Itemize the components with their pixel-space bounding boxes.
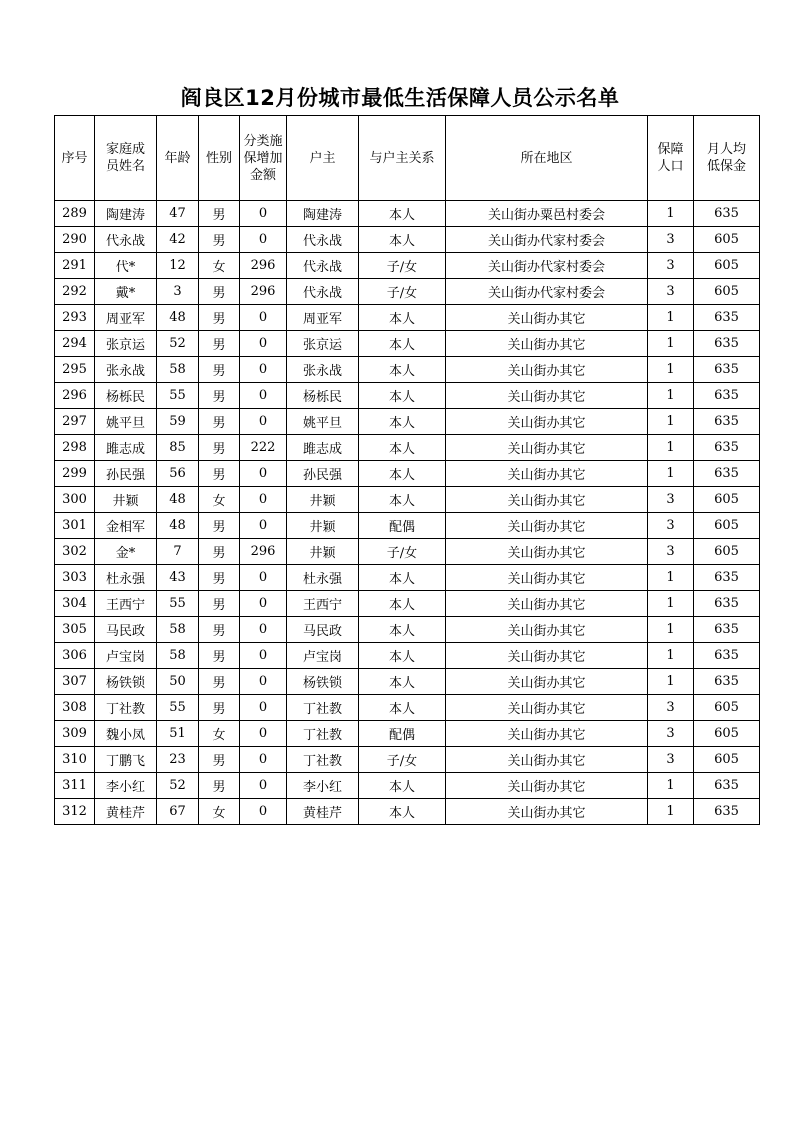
cell-persons: 1 xyxy=(648,669,694,695)
cell-relation: 子/女 xyxy=(359,747,446,773)
cell-name: 金相军 xyxy=(95,513,157,539)
cell-seq: 309 xyxy=(55,721,95,747)
cell-amount: 635 xyxy=(694,435,760,461)
cell-head: 姚平旦 xyxy=(287,409,359,435)
cell-relation: 子/女 xyxy=(359,279,446,305)
cell-extra: 0 xyxy=(240,227,287,253)
cell-persons: 3 xyxy=(648,227,694,253)
table-row xyxy=(55,227,760,253)
cell-name: 周亚军 xyxy=(95,305,157,331)
cell-amount: 605 xyxy=(694,747,760,773)
cell-name: 姚平旦 xyxy=(95,409,157,435)
cell-relation: 本人 xyxy=(359,773,446,799)
cell-name: 金* xyxy=(95,539,157,565)
cell-seq: 310 xyxy=(55,747,95,773)
cell-age: 50 xyxy=(157,669,199,695)
cell-relation: 本人 xyxy=(359,409,446,435)
cell-gender: 男 xyxy=(199,643,240,669)
cell-amount: 635 xyxy=(694,799,760,825)
cell-head: 李小红 xyxy=(287,773,359,799)
cell-name: 代* xyxy=(95,253,157,279)
cell-relation: 本人 xyxy=(359,799,446,825)
cell-seq: 301 xyxy=(55,513,95,539)
cell-head: 张京运 xyxy=(287,331,359,357)
table-row xyxy=(55,409,760,435)
cell-extra: 0 xyxy=(240,799,287,825)
cell-seq: 295 xyxy=(55,357,95,383)
cell-gender: 男 xyxy=(199,773,240,799)
cell-age: 59 xyxy=(157,409,199,435)
cell-head: 代永战 xyxy=(287,279,359,305)
cell-seq: 297 xyxy=(55,409,95,435)
table-row xyxy=(55,617,760,643)
table-row xyxy=(55,331,760,357)
cell-head: 张永战 xyxy=(287,357,359,383)
cell-name: 代永战 xyxy=(95,227,157,253)
cell-amount: 605 xyxy=(694,695,760,721)
cell-head: 孙民强 xyxy=(287,461,359,487)
cell-seq: 296 xyxy=(55,383,95,409)
cell-seq: 311 xyxy=(55,773,95,799)
cell-persons: 1 xyxy=(648,591,694,617)
cell-age: 47 xyxy=(157,201,199,227)
cell-location: 关山街办其它 xyxy=(446,487,648,513)
cell-amount: 635 xyxy=(694,201,760,227)
cell-relation: 本人 xyxy=(359,669,446,695)
header-extra: 分类施保增加金额 xyxy=(240,116,287,201)
cell-gender: 男 xyxy=(199,201,240,227)
table-row xyxy=(55,721,760,747)
cell-name: 李小红 xyxy=(95,773,157,799)
cell-location: 关山街办代家村委会 xyxy=(446,253,648,279)
cell-head: 丁社教 xyxy=(287,695,359,721)
cell-amount: 635 xyxy=(694,773,760,799)
cell-relation: 本人 xyxy=(359,435,446,461)
table-row xyxy=(55,799,760,825)
cell-head: 卢宝岗 xyxy=(287,643,359,669)
cell-amount: 605 xyxy=(694,253,760,279)
cell-gender: 男 xyxy=(199,305,240,331)
page-title: 阎良区12月份城市最低生活保障人员公示名单 xyxy=(180,86,620,110)
cell-seq: 298 xyxy=(55,435,95,461)
table-row xyxy=(55,383,760,409)
cell-seq: 307 xyxy=(55,669,95,695)
cell-age: 23 xyxy=(157,747,199,773)
cell-name: 孙民强 xyxy=(95,461,157,487)
cell-extra: 0 xyxy=(240,747,287,773)
cell-name: 杨栎民 xyxy=(95,383,157,409)
cell-persons: 1 xyxy=(648,461,694,487)
table-row xyxy=(55,773,760,799)
cell-age: 12 xyxy=(157,253,199,279)
cell-age: 58 xyxy=(157,643,199,669)
cell-persons: 3 xyxy=(648,487,694,513)
cell-seq: 291 xyxy=(55,253,95,279)
cell-amount: 635 xyxy=(694,331,760,357)
header-relation: 与户主关系 xyxy=(359,116,446,201)
cell-gender: 男 xyxy=(199,279,240,305)
cell-name: 王西宁 xyxy=(95,591,157,617)
cell-persons: 3 xyxy=(648,279,694,305)
cell-location: 关山街办其它 xyxy=(446,539,648,565)
table-row xyxy=(55,201,760,227)
cell-name: 陶建涛 xyxy=(95,201,157,227)
cell-extra: 0 xyxy=(240,669,287,695)
cell-amount: 635 xyxy=(694,305,760,331)
cell-age: 48 xyxy=(157,305,199,331)
cell-relation: 本人 xyxy=(359,487,446,513)
table-row xyxy=(55,513,760,539)
cell-age: 3 xyxy=(157,279,199,305)
cell-amount: 605 xyxy=(694,487,760,513)
table-row xyxy=(55,435,760,461)
cell-age: 67 xyxy=(157,799,199,825)
header-location: 所在地区 xyxy=(446,116,648,201)
cell-relation: 本人 xyxy=(359,617,446,643)
cell-relation: 本人 xyxy=(359,695,446,721)
cell-gender: 男 xyxy=(199,747,240,773)
table-row xyxy=(55,669,760,695)
header-gender: 性别 xyxy=(199,116,240,201)
cell-persons: 3 xyxy=(648,721,694,747)
cell-extra: 0 xyxy=(240,461,287,487)
table-row xyxy=(55,461,760,487)
cell-amount: 635 xyxy=(694,617,760,643)
table-row xyxy=(55,357,760,383)
cell-gender: 男 xyxy=(199,331,240,357)
cell-persons: 1 xyxy=(648,643,694,669)
cell-gender: 男 xyxy=(199,461,240,487)
cell-gender: 男 xyxy=(199,435,240,461)
cell-location: 关山街办其它 xyxy=(446,669,648,695)
cell-amount: 635 xyxy=(694,565,760,591)
cell-name: 井颖 xyxy=(95,487,157,513)
cell-name: 丁鹏飞 xyxy=(95,747,157,773)
cell-gender: 男 xyxy=(199,669,240,695)
cell-gender: 男 xyxy=(199,357,240,383)
cell-extra: 296 xyxy=(240,253,287,279)
cell-relation: 本人 xyxy=(359,643,446,669)
cell-persons: 3 xyxy=(648,253,694,279)
cell-persons: 1 xyxy=(648,201,694,227)
cell-seq: 290 xyxy=(55,227,95,253)
cell-gender: 男 xyxy=(199,383,240,409)
cell-head: 王西宁 xyxy=(287,591,359,617)
cell-gender: 男 xyxy=(199,565,240,591)
cell-relation: 本人 xyxy=(359,227,446,253)
cell-relation: 本人 xyxy=(359,383,446,409)
cell-name: 雎志成 xyxy=(95,435,157,461)
cell-relation: 本人 xyxy=(359,201,446,227)
cell-name: 马民政 xyxy=(95,617,157,643)
cell-extra: 0 xyxy=(240,721,287,747)
cell-extra: 0 xyxy=(240,409,287,435)
cell-amount: 605 xyxy=(694,539,760,565)
cell-extra: 0 xyxy=(240,487,287,513)
cell-location: 关山街办代家村委会 xyxy=(446,227,648,253)
cell-extra: 0 xyxy=(240,357,287,383)
cell-location: 关山街办其它 xyxy=(446,617,648,643)
cell-age: 55 xyxy=(157,383,199,409)
cell-gender: 女 xyxy=(199,721,240,747)
cell-gender: 男 xyxy=(199,591,240,617)
cell-extra: 0 xyxy=(240,513,287,539)
cell-relation: 配偶 xyxy=(359,513,446,539)
cell-head: 代永战 xyxy=(287,227,359,253)
cell-head: 雎志成 xyxy=(287,435,359,461)
cell-seq: 303 xyxy=(55,565,95,591)
cell-head: 井颖 xyxy=(287,513,359,539)
cell-head: 黄桂芹 xyxy=(287,799,359,825)
cell-persons: 3 xyxy=(648,747,694,773)
cell-age: 7 xyxy=(157,539,199,565)
recipient-table xyxy=(54,115,760,825)
cell-relation: 子/女 xyxy=(359,539,446,565)
cell-gender: 男 xyxy=(199,539,240,565)
cell-seq: 300 xyxy=(55,487,95,513)
table-row xyxy=(55,747,760,773)
cell-name: 戴* xyxy=(95,279,157,305)
cell-amount: 605 xyxy=(694,279,760,305)
cell-amount: 635 xyxy=(694,357,760,383)
cell-age: 42 xyxy=(157,227,199,253)
table-row xyxy=(55,305,760,331)
cell-name: 丁社教 xyxy=(95,695,157,721)
cell-head: 杨铁锁 xyxy=(287,669,359,695)
cell-persons: 3 xyxy=(648,513,694,539)
cell-relation: 配偶 xyxy=(359,721,446,747)
cell-name: 杨铁锁 xyxy=(95,669,157,695)
table-row xyxy=(55,591,760,617)
cell-head: 代永战 xyxy=(287,253,359,279)
cell-age: 52 xyxy=(157,773,199,799)
cell-seq: 292 xyxy=(55,279,95,305)
cell-gender: 男 xyxy=(199,409,240,435)
cell-persons: 3 xyxy=(648,539,694,565)
cell-extra: 0 xyxy=(240,383,287,409)
cell-persons: 1 xyxy=(648,435,694,461)
cell-seq: 312 xyxy=(55,799,95,825)
cell-extra: 0 xyxy=(240,565,287,591)
cell-head: 井颖 xyxy=(287,487,359,513)
cell-name: 杜永强 xyxy=(95,565,157,591)
cell-location: 关山街办其它 xyxy=(446,409,648,435)
cell-relation: 本人 xyxy=(359,565,446,591)
cell-seq: 305 xyxy=(55,617,95,643)
cell-location: 关山街办其它 xyxy=(446,799,648,825)
cell-age: 55 xyxy=(157,695,199,721)
cell-head: 杜永强 xyxy=(287,565,359,591)
cell-seq: 294 xyxy=(55,331,95,357)
cell-persons: 1 xyxy=(648,773,694,799)
cell-persons: 1 xyxy=(648,383,694,409)
cell-seq: 293 xyxy=(55,305,95,331)
cell-age: 58 xyxy=(157,617,199,643)
cell-persons: 1 xyxy=(648,565,694,591)
cell-extra: 0 xyxy=(240,591,287,617)
cell-head: 丁社教 xyxy=(287,721,359,747)
cell-gender: 女 xyxy=(199,487,240,513)
cell-persons: 1 xyxy=(648,331,694,357)
cell-location: 关山街办其它 xyxy=(446,565,648,591)
cell-extra: 0 xyxy=(240,695,287,721)
header-age: 年龄 xyxy=(157,116,199,201)
cell-head: 杨栎民 xyxy=(287,383,359,409)
cell-persons: 1 xyxy=(648,799,694,825)
cell-gender: 女 xyxy=(199,799,240,825)
cell-persons: 1 xyxy=(648,409,694,435)
cell-location: 关山街办其它 xyxy=(446,461,648,487)
cell-head: 陶建涛 xyxy=(287,201,359,227)
cell-location: 关山街办其它 xyxy=(446,513,648,539)
cell-gender: 男 xyxy=(199,513,240,539)
cell-head: 周亚军 xyxy=(287,305,359,331)
cell-name: 魏小凤 xyxy=(95,721,157,747)
cell-amount: 635 xyxy=(694,669,760,695)
cell-gender: 男 xyxy=(199,227,240,253)
cell-location: 关山街办其它 xyxy=(446,435,648,461)
cell-amount: 605 xyxy=(694,227,760,253)
cell-extra: 0 xyxy=(240,773,287,799)
cell-amount: 605 xyxy=(694,721,760,747)
cell-extra: 0 xyxy=(240,201,287,227)
cell-seq: 306 xyxy=(55,643,95,669)
table-row xyxy=(55,643,760,669)
table-row xyxy=(55,253,760,279)
cell-extra: 296 xyxy=(240,539,287,565)
cell-name: 张永战 xyxy=(95,357,157,383)
cell-gender: 男 xyxy=(199,617,240,643)
cell-age: 52 xyxy=(157,331,199,357)
table-row xyxy=(55,487,760,513)
header-row xyxy=(55,116,760,201)
cell-location: 关山街办代家村委会 xyxy=(446,279,648,305)
cell-amount: 605 xyxy=(694,513,760,539)
header-persons: 保障人口 xyxy=(648,116,694,201)
cell-amount: 635 xyxy=(694,383,760,409)
cell-extra: 0 xyxy=(240,617,287,643)
cell-age: 51 xyxy=(157,721,199,747)
cell-age: 48 xyxy=(157,487,199,513)
table-row xyxy=(55,565,760,591)
cell-extra: 0 xyxy=(240,331,287,357)
cell-name: 黄桂芹 xyxy=(95,799,157,825)
cell-seq: 299 xyxy=(55,461,95,487)
cell-extra: 0 xyxy=(240,643,287,669)
table-row xyxy=(55,695,760,721)
cell-relation: 本人 xyxy=(359,357,446,383)
cell-location: 关山街办其它 xyxy=(446,331,648,357)
cell-age: 48 xyxy=(157,513,199,539)
cell-name: 张京运 xyxy=(95,331,157,357)
cell-persons: 1 xyxy=(648,617,694,643)
cell-location: 关山街办其它 xyxy=(446,721,648,747)
cell-persons: 1 xyxy=(648,357,694,383)
cell-relation: 子/女 xyxy=(359,253,446,279)
cell-location: 关山街办其它 xyxy=(446,747,648,773)
cell-relation: 本人 xyxy=(359,591,446,617)
cell-persons: 3 xyxy=(648,695,694,721)
header-amount: 月人均低保金 xyxy=(694,116,760,201)
cell-location: 关山街办其它 xyxy=(446,305,648,331)
header-head: 户主 xyxy=(287,116,359,201)
cell-amount: 635 xyxy=(694,643,760,669)
cell-relation: 本人 xyxy=(359,461,446,487)
cell-relation: 本人 xyxy=(359,305,446,331)
table-row xyxy=(55,539,760,565)
cell-location: 关山街办其它 xyxy=(446,643,648,669)
cell-age: 43 xyxy=(157,565,199,591)
cell-age: 58 xyxy=(157,357,199,383)
cell-location: 关山街办其它 xyxy=(446,773,648,799)
cell-head: 井颖 xyxy=(287,539,359,565)
cell-extra: 296 xyxy=(240,279,287,305)
cell-location: 关山街办其它 xyxy=(446,357,648,383)
cell-extra: 222 xyxy=(240,435,287,461)
cell-location: 关山街办粟邑村委会 xyxy=(446,201,648,227)
cell-gender: 男 xyxy=(199,695,240,721)
cell-name: 卢宝岗 xyxy=(95,643,157,669)
header-seq: 序号 xyxy=(55,116,95,201)
cell-extra: 0 xyxy=(240,305,287,331)
cell-age: 55 xyxy=(157,591,199,617)
table-row xyxy=(55,279,760,305)
cell-seq: 304 xyxy=(55,591,95,617)
cell-seq: 302 xyxy=(55,539,95,565)
cell-location: 关山街办其它 xyxy=(446,695,648,721)
header-name: 家庭成员姓名 xyxy=(95,116,157,201)
cell-seq: 308 xyxy=(55,695,95,721)
cell-gender: 女 xyxy=(199,253,240,279)
cell-amount: 635 xyxy=(694,461,760,487)
cell-age: 56 xyxy=(157,461,199,487)
cell-relation: 本人 xyxy=(359,331,446,357)
cell-head: 丁社教 xyxy=(287,747,359,773)
cell-location: 关山街办其它 xyxy=(446,591,648,617)
cell-amount: 635 xyxy=(694,409,760,435)
cell-amount: 635 xyxy=(694,591,760,617)
cell-persons: 1 xyxy=(648,305,694,331)
cell-head: 马民政 xyxy=(287,617,359,643)
cell-seq: 289 xyxy=(55,201,95,227)
cell-location: 关山街办其它 xyxy=(446,383,648,409)
cell-age: 85 xyxy=(157,435,199,461)
